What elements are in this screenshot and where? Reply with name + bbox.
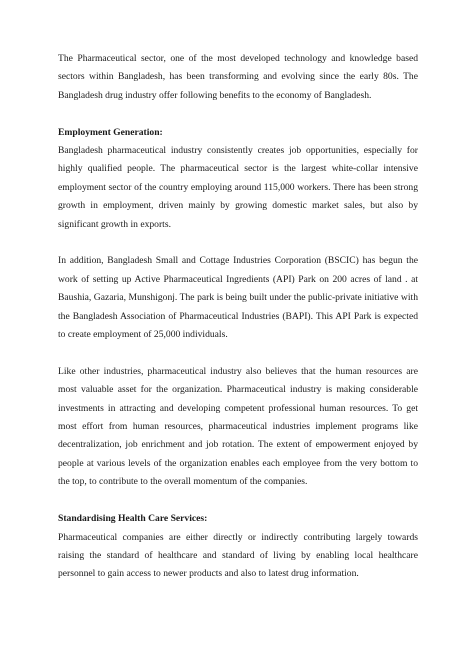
paragraph-gap bbox=[58, 492, 418, 510]
healthcare-paragraph-1: Pharmaceutical companies are either directly or indirectly contributing largely towards raising the standard of healthcare and standard of living by enabling local healthcare personnel to gain access to newer products and also to latest drug information. bbox=[58, 531, 418, 580]
employment-paragraph-3: Like other industries, pharmaceutical industry also believes that the human resources are most valuable asset for the organization. Pharmaceutical industry is making considerable investments in attracting and developing competent professional human resources. To get most effort from human resources, pharmaceutical industries implement programs like decentralization, job enrichment and job rotation. The extent of empowerment enjoyed by people at various levels of the organization enables each employee from the very bottom to the top, to contribute to the overall momentum of the companies. bbox=[58, 365, 418, 488]
paragraph-gap bbox=[58, 234, 418, 252]
healthcare-heading: Standardising Health Care Services: bbox=[58, 513, 208, 525]
employment-heading: Employment Generation: bbox=[58, 126, 163, 138]
intro-paragraph: The Pharmaceutical sector, one of the most developed technology and knowledge based sectors within Bangladesh, has been transforming and evolving since the early 80s. The Bangladesh drug industry offer following benefits to the economy of Bangladesh. bbox=[58, 53, 418, 101]
healthcare-section bbox=[58, 510, 418, 584]
intro-section bbox=[58, 50, 418, 105]
employment-section bbox=[58, 124, 418, 492]
paragraph-gap bbox=[58, 105, 418, 123]
employment-paragraph-1: Bangladesh pharmaceutical industry consistently creates job opportunities, especially for highly qualified people. The pharmaceutical sector is the largest white-collar intensive employment sector of the country employing around 115,000 workers. There has been strong growth in employment, driven mainly by growing domestic market sales, but also by significant growth in exports. bbox=[58, 145, 418, 230]
employment-paragraph-2: In addition, Bangladesh Small and Cottage Industries Corporation (BSCIC) has begun the work of setting up Active Pharmaceutical Ingredients (API) Park on 200 acres of land . at Baushia, Gazaria, Munshigonj. The park is being built under the public-private initiative with the Bangladesh Association of Pharmaceutical Industries (BAPI). This API Park is expected to create employment of 25,000 individuals. bbox=[58, 255, 418, 341]
paragraph-gap bbox=[58, 344, 418, 362]
